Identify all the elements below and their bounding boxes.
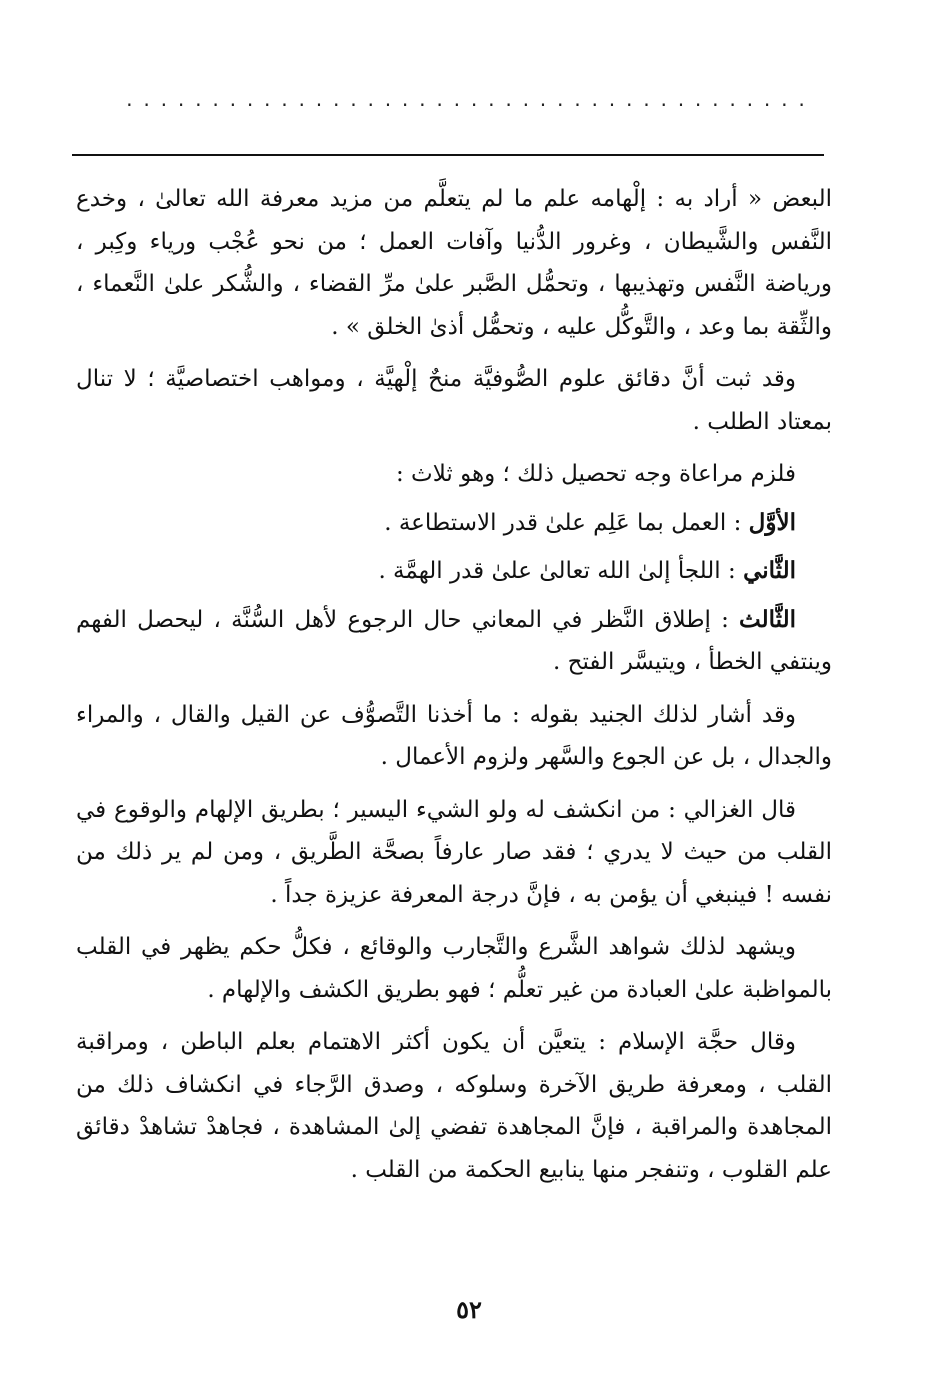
paragraph-hujjat: وقال حجَّة الإسلام : يتعيَّن أن يكون أكثر الاهتمام بعلم الباطن ، ومراقبة القلب ، ومعرفة طريق الآخرة وسلوكه ، وصدق الرَّجاء في انكشاف ذلك من المجاهدة والمراقبة ، فإنَّ المجاهدة تفضي إلىٰ المشاهدة ، فجاهدْ تشاهدْ دقائق علم القلوب ، وتنفجر منها ينابيع الحكمة من القلب . [76, 1029, 832, 1183]
paragraph-first [76, 502, 832, 545]
paragraph-witness: ويشهد لذلك شواهد الشَّرع والتَّجارب والوقائع ، فكلُّ حكم يظهر في القلب بالمواظبة علىٰ العبادة من غير تعلُّم ؛ فهو بطريق الكشف والإلهام . [76, 934, 832, 1003]
header-dotted-line: ........................................ [124, 91, 814, 111]
paragraph-third [76, 599, 832, 684]
paragraph-1: البعض « أراد به : إلْهامه علم ما لم يتعلَّم من مزيد معرفة الله تعالىٰ ، وخدع النَّفس والشَّيطان ، وغرور الدُّنيا وآفات العمل ؛ من نحو عُجْب ورياء وكِبر ، ورياضة النَّفس وتهذيبها ، وتحمُّل الصَّبر علىٰ مرِّ القضاء ، والشُّكر علىٰ النَّعماء ، والثِّقة بما وعد ، والتَّوكُّل عليه ، وتحمُّل أذىٰ الخلق » . [76, 186, 832, 340]
first-label: الأوَّل [748, 508, 796, 536]
paragraph-ghazali: قال الغزالي : من انكشف له ولو الشيء اليسير ؛ بطريق الإلهام والوقوع في القلب من حيث لا يدري ؛ فقد صار عارفاً بصحَّة الطَّريق ، ومن لم ير ذلك من نفسه ! فينبغي أن يؤمن به ، فإنَّ درجة المعرفة عزيزة جداً . [76, 796, 832, 908]
paragraph-3: فلزم مراعاة وجه تحصيل ذلك ؛ وهو ثلاث : [395, 461, 796, 487]
third-label: الثَّالث [739, 605, 796, 633]
paragraph-2: وقد ثبت أنَّ دقائق علوم الصُّوفيَّة منحٌ إلْهيَّة ، ومواهب اختصاصيَّة ؛ لا تنال بمعتاد الطلب . [76, 366, 832, 435]
second-label: الثَّاني [743, 557, 796, 584]
paragraph-second [76, 550, 832, 593]
second-text: : اللجأ إلىٰ الله تعالىٰ علىٰ قدر الهمَّة . [378, 558, 744, 584]
page-body [76, 178, 832, 1201]
paragraph-junayd: وقد أشار لذلك الجنيد بقوله : ما أخذنا التَّصوُّف عن القيل والقال ، والمراء والجدال ، بل عن الجوع والسَّهر ولزوم الأعمال . [76, 701, 832, 770]
first-text: : العمل بما عَلِم علىٰ قدر الاستطاعة . [384, 509, 749, 536]
header-rule [72, 154, 824, 156]
page-number: ٥٢ [456, 1295, 482, 1324]
third-text: : إطلاق النَّظر في المعاني حال الرجوع لأهل السُّنَّة ، ليحصل الفهم وينتفي الخطأ ، ويتيسَّر الفتح . [76, 606, 832, 675]
